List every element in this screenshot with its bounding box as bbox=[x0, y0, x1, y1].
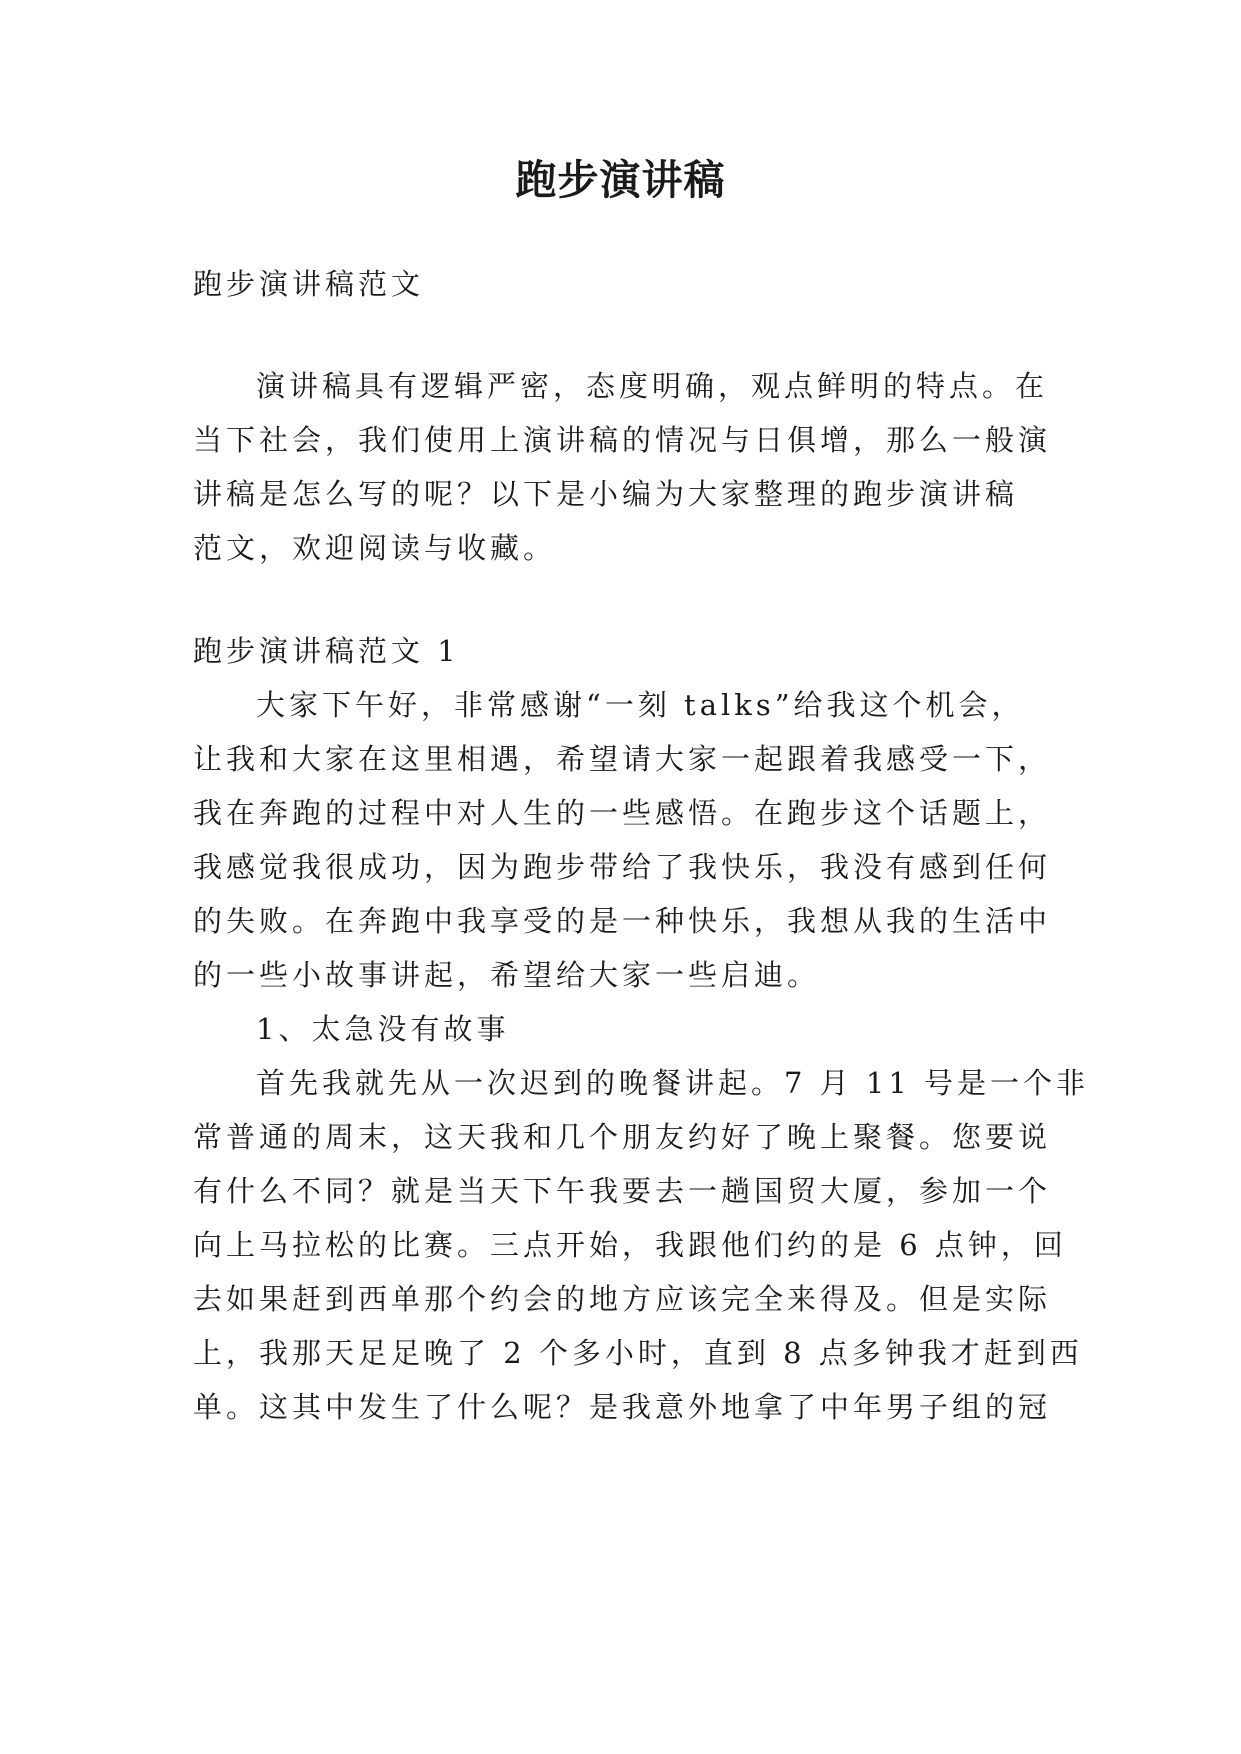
paragraph-line: 我在奔跑的过程中对人生的一些感悟。在跑步这个话题上， bbox=[193, 796, 1052, 830]
paragraph-line: 我感觉我很成功，因为跑步带给了我快乐，我没有感到任何 bbox=[193, 850, 1052, 884]
paragraph-line: 的失败。在奔跑中我享受的是一种快乐，我想从我的生活中 bbox=[193, 904, 1052, 938]
paragraph-line: 有什么不同？就是当天下午我要去一趟国贸大厦，参加一个 bbox=[193, 1174, 1052, 1208]
paragraph-line: 向上马拉松的比赛。三点开始，我跟他们约的是 6 点钟，回 bbox=[193, 1228, 1067, 1262]
paragraph-line: 大家下午好，非常感谢“一刻 talks”给我这个机会， bbox=[256, 688, 1025, 722]
paragraph-line: 首先我就先从一次迟到的晚餐讲起。7 月 11 号是一个非 bbox=[256, 1066, 1090, 1100]
paragraph-line: 当下社会，我们使用上演讲稿的情况与日俱增，那么一般演 bbox=[193, 423, 1052, 457]
paragraph-line: 让我和大家在这里相遇，希望请大家一起跟着我感受一下， bbox=[193, 742, 1052, 776]
section-heading: 跑步演讲稿范文 1 bbox=[193, 634, 460, 668]
paragraph-line: 讲稿是怎么写的呢？以下是小编为大家整理的跑步演讲稿 bbox=[193, 477, 1019, 511]
paragraph-line: 常普通的周末，这天我和几个朋友约好了晚上聚餐。您要说 bbox=[193, 1120, 1052, 1154]
subheading: 1、太急没有故事 bbox=[256, 1012, 510, 1046]
document-title: 跑步演讲稿 bbox=[515, 156, 726, 204]
paragraph-line: 的一些小故事讲起，希望给大家一些启迪。 bbox=[193, 958, 821, 992]
paragraph-line: 范文，欢迎阅读与收藏。 bbox=[193, 531, 557, 565]
section-heading: 跑步演讲稿范文 bbox=[193, 267, 425, 301]
paragraph-line: 单。这其中发生了什么呢？是我意外地拿了中年男子组的冠 bbox=[193, 1390, 1052, 1424]
paragraph-line: 去如果赶到西单那个约会的地方应该完全来得及。但是实际 bbox=[193, 1282, 1052, 1316]
paragraph-line: 上，我那天足足晚了 2 个多小时，直到 8 点多钟我才赶到西 bbox=[193, 1336, 1083, 1370]
paragraph-line: 演讲稿具有逻辑严密，态度明确，观点鲜明的特点。在 bbox=[256, 369, 1049, 403]
